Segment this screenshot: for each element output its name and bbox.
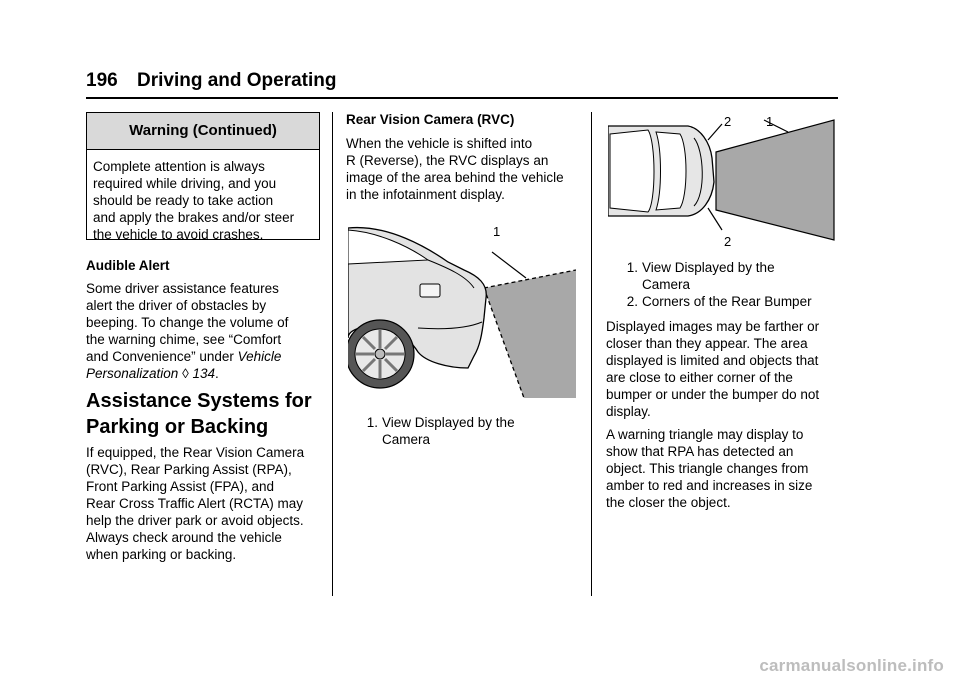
cross-reference-link[interactable]: Vehicle <box>237 349 282 364</box>
text-line: image of the area behind the vehicle <box>346 170 564 185</box>
text-line: help the driver park or avoid objects. <box>86 513 304 528</box>
text-line: When the vehicle is shifted into <box>346 136 533 151</box>
text-line: (RVC), Rear Parking Assist (RPA), <box>86 462 292 477</box>
wheel-icon <box>348 320 414 388</box>
warning-line: and apply the brakes and/or steer <box>93 210 295 225</box>
assist-section-paragraph <box>86 444 304 563</box>
text-line: when parking or backing. <box>86 547 237 562</box>
figure-caption: 2. Corners of the Rear Bumper <box>626 294 812 309</box>
column-divider-left <box>332 112 333 596</box>
warning-body <box>87 150 319 243</box>
warning-box <box>86 112 320 240</box>
text-line: Rear Cross Traffic Alert (RCTA) may <box>86 496 304 511</box>
warning-line: required while driving, and you <box>93 176 277 191</box>
text-line: If equipped, the Rear Vision Camera <box>86 445 305 460</box>
page-header <box>86 70 337 92</box>
figure-callout-2-top: 2 <box>724 114 732 129</box>
figure-callout-1: 1 <box>493 224 501 239</box>
header-rule <box>86 97 838 99</box>
page-number: 196 <box>86 70 118 91</box>
text-line: Personalization ◊ 134. <box>86 366 219 381</box>
warning-triangle-paragraph <box>606 426 812 511</box>
warning-line: the vehicle to avoid crashes. <box>93 227 264 242</box>
rvc-heading: Rear Vision Camera (RVC) <box>346 112 515 127</box>
figure-caption: 1. View Displayed by the Camera <box>366 415 515 447</box>
text-line: alert the driver of obstacles by <box>86 298 267 313</box>
audible-alert-paragraph <box>86 280 288 382</box>
figure-caption: 1. View Displayed by the Camera <box>626 260 775 292</box>
text-line: the warning chime, see “Comfort <box>86 332 282 347</box>
audible-alert-heading: Audible Alert <box>86 258 170 273</box>
text-line: object. This triangle changes from <box>606 461 809 476</box>
warning-line: Complete attention is always <box>93 159 265 174</box>
rear-camera-top-view-figure <box>608 112 840 252</box>
page-ref-number[interactable]: 134 <box>192 366 216 381</box>
text-line: Always check around the vehicle <box>86 530 282 545</box>
text-line: Some driver assistance features <box>86 281 279 296</box>
text-line: Displayed images may be farther or <box>606 319 820 334</box>
rvc-paragraph <box>346 135 564 203</box>
watermark: carmanualsonline.info <box>759 656 944 675</box>
text-line: in the infotainment display. <box>346 187 505 202</box>
column-divider-right <box>591 112 592 596</box>
section-title: Driving and Operating <box>136 70 337 91</box>
text-line: beeping. To change the volume of <box>86 315 289 330</box>
figure-callout-2-bottom: 2 <box>724 234 732 249</box>
figure-callout-1: 1 <box>766 114 774 129</box>
text-line: A warning triangle may display to <box>606 427 804 442</box>
warning-title: Warning (Continued) <box>87 113 319 150</box>
cross-reference-link[interactable]: Personalization <box>86 366 179 381</box>
text-line: display. <box>606 404 651 419</box>
text-line: are close to either corner of the <box>606 370 793 385</box>
text-line: show that RPA has detected an <box>606 444 794 459</box>
text-line: amber to red and increases in size <box>606 478 813 493</box>
assist-section-heading: Assistance Systems for Parking or Backing <box>86 390 312 438</box>
text-line: bumper or under the bumper do not <box>606 387 820 402</box>
displayed-images-paragraph <box>606 318 819 420</box>
page-ref-icon: ◊ <box>182 366 189 381</box>
rear-camera-side-view-figure <box>348 218 576 398</box>
camera-view-area <box>716 120 834 240</box>
text-line: the closer the object. <box>606 495 731 510</box>
text-line: displayed is limited and objects that <box>606 353 819 368</box>
text-line: closer than they appear. The area <box>606 336 808 351</box>
text-line: and Convenience” under Vehicle <box>86 349 282 364</box>
warning-line: should be ready to take action <box>93 193 274 208</box>
text-line: Front Parking Assist (FPA), and <box>86 479 275 494</box>
text-line: R (Reverse), the RVC displays an <box>346 153 549 168</box>
